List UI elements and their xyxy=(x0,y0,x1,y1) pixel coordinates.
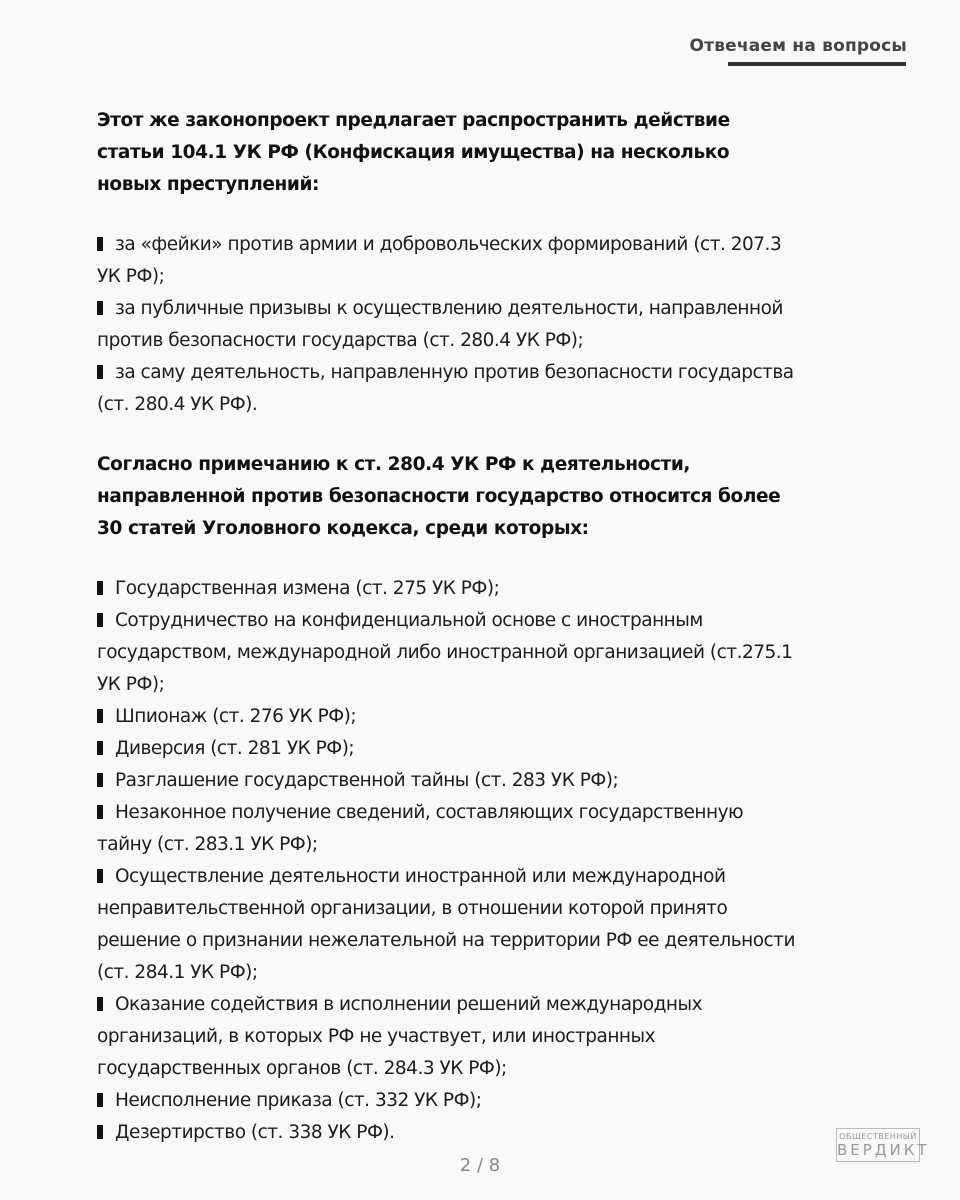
section-2-lead: Согласно примечанию к ст. 280.4 УК РФ к деятельности, направленной против безопасности государство относится более 30 статей Уголовного кодекса, среди которых: xyxy=(97,454,781,539)
list-item-text: за саму деятельность, направленную против безопасности государства (ст. 280.4 УК РФ). xyxy=(97,362,794,415)
list-item xyxy=(97,861,797,989)
bullet-icon xyxy=(97,997,103,1011)
list-item xyxy=(97,989,797,1085)
list-item xyxy=(97,733,797,765)
verdict-logo xyxy=(836,1128,930,1162)
bullet-icon xyxy=(97,805,103,819)
list-item-text: за «фейки» против армии и добровольческих формирований (ст. 207.3 УК РФ); xyxy=(97,234,782,287)
list-item xyxy=(97,797,797,861)
bullet-icon xyxy=(97,1125,103,1139)
bullet-icon xyxy=(97,581,103,595)
list-item xyxy=(97,765,797,797)
logo-line-2: ВЕРДИКТ xyxy=(837,1141,930,1159)
list-item xyxy=(97,605,797,701)
header-tag: Отвечаем на вопросы xyxy=(689,36,907,56)
list-item xyxy=(97,357,797,421)
bullet-icon xyxy=(97,869,103,883)
bullet-icon xyxy=(97,301,103,315)
header-underline xyxy=(728,62,906,66)
list-item-text: Государственная измена (ст. 275 УК РФ); xyxy=(115,578,500,599)
bullet-icon xyxy=(97,237,103,251)
article-body xyxy=(97,105,797,1177)
list-item xyxy=(97,1085,797,1117)
bullet-icon xyxy=(97,709,103,723)
list-item xyxy=(97,1117,797,1149)
list-item-text: Оказание содействия в исполнении решений международных организаций, в которых РФ не участвует, или иностранных государственных органов (ст. 284.3 УК РФ); xyxy=(97,994,703,1079)
list-item xyxy=(97,573,797,605)
section-1-list xyxy=(97,229,797,421)
list-item-text: Незаконное получение сведений, составляющих государственную тайну (ст. 283.1 УК РФ); xyxy=(97,802,744,855)
section-1-lead: Этот же законопроект предлагает распространить действие статьи 104.1 УК РФ (Конфискация имущества) на несколько новых преступлений: xyxy=(97,110,730,195)
section-2-list xyxy=(97,573,797,1149)
list-item xyxy=(97,229,797,293)
bullet-icon xyxy=(97,613,103,627)
list-item-text: Шпионаж (ст. 276 УК РФ); xyxy=(115,706,357,727)
list-item-text: Дезертирство (ст. 338 УК РФ). xyxy=(115,1122,395,1143)
list-item-text: Сотрудничество на конфиденциальной основе с иностранным государством, международной либо иностранной организацией (ст.275.1 УК РФ); xyxy=(97,610,793,695)
page-indicator: 2 / 8 xyxy=(459,1155,501,1176)
bullet-icon xyxy=(97,773,103,787)
bullet-icon xyxy=(97,1093,103,1107)
list-item-text: Разглашение государственной тайны (ст. 283 УК РФ); xyxy=(115,770,619,791)
list-item-text: Неисполнение приказа (ст. 332 УК РФ); xyxy=(115,1090,482,1111)
list-item xyxy=(97,701,797,733)
list-item-text: Диверсия (ст. 281 УК РФ); xyxy=(115,738,355,759)
list-item-text: Осуществление деятельности иностранной или международной неправительственной организации, в отношении которой принято решение о признании нежелательной на территории РФ ее деятельности (ст. 284.1 УК РФ); xyxy=(97,866,795,983)
list-item xyxy=(97,293,797,357)
list-item-text: за публичные призывы к осуществлению деятельности, направленной против безопасности государства (ст. 280.4 УК РФ); xyxy=(97,298,783,351)
bullet-icon xyxy=(97,365,103,379)
bullet-icon xyxy=(97,741,103,755)
logo-line-1: ОБЩЕСТВЕННЫЙ xyxy=(839,1132,917,1141)
